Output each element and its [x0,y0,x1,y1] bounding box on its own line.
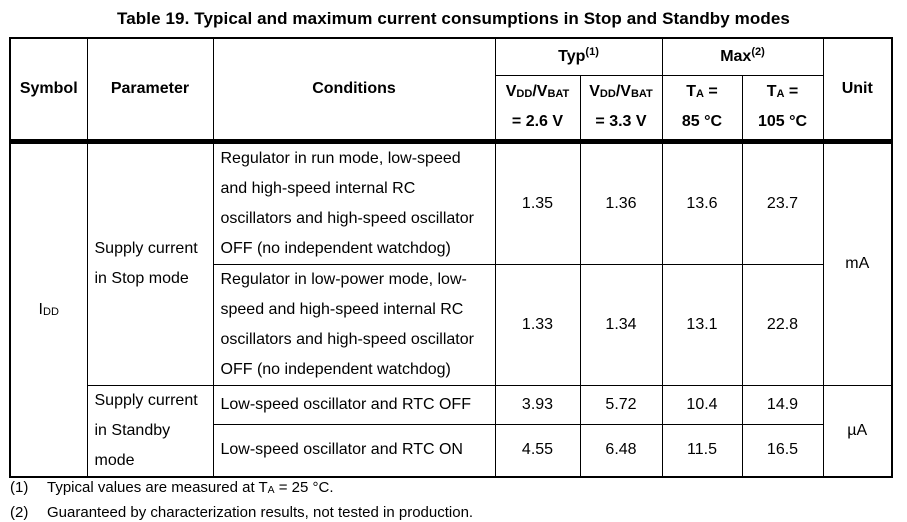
value-max-105c-stop-run: 23.7 [742,141,823,264]
value-max-85c-stop-run: 13.6 [662,141,742,264]
footnote-2-number: (2) [10,504,29,521]
footnote-1-text: Typical values are measured at $T_A = 25$ °C. [47,479,334,497]
parameter-standby-mode: Supply current in Standby mode [87,385,213,477]
col-header-ta-85c: $T_A$ = 85 °C [662,75,742,141]
footnote-2 [10,500,473,522]
table-row [10,385,892,425]
table-row [10,141,892,264]
condition-stop-low-power: Regulator in low-power mode, low- speed and high-speed internal RC oscillators and high-speed oscillator OFF (no independent watchdog) [213,264,495,385]
footnote-2-text: Guaranteed by characterization results, not tested in production. [47,504,474,521]
value-max-85c-standby-off: 10.4 [662,385,742,425]
col-group-typ: Typ$^{(1)}$ [495,38,662,75]
col-header-parameter: Parameter [87,38,213,141]
value-typ-3v3-stop-run: 1.36 [580,141,662,264]
col-header-vdd-3v3: $V_{DD}/V_{BAT}$ = 3.3 V [580,75,662,141]
unit-ua: µA [823,385,892,477]
value-max-85c-stop-lp: 13.1 [662,264,742,385]
current-consumption-table [9,37,893,478]
col-header-symbol: Symbol [10,38,87,141]
parameter-stop-mode: Supply current in Stop mode [87,141,213,385]
footnote-1-number: (1) [10,479,29,496]
footnote-1 [10,475,473,500]
value-typ-2v6-standby-off: 3.93 [495,385,580,425]
col-group-max: Max$^{(2)}$ [662,38,823,75]
value-typ-2v6-stop-lp: 1.33 [495,264,580,385]
value-max-105c-standby-on: 16.5 [742,425,823,477]
table-caption: Table 19. Typical and maximum current consumptions in Stop and Standby modes [117,9,790,28]
value-max-85c-standby-on: 11.5 [662,425,742,477]
symbol-idd: $I_{DD}$ [10,141,87,477]
condition-stop-run-mode: Regulator in run mode, low-speed and high-speed internal RC oscillators and high-speed oscillator OFF (no independent watchdog) [213,141,495,264]
col-header-unit: Unit [823,38,892,141]
value-typ-3v3-stop-lp: 1.34 [580,264,662,385]
value-max-105c-standby-off: 14.9 [742,385,823,425]
condition-standby-rtc-on: Low-speed oscillator and RTC ON [213,425,495,477]
unit-ma: mA [823,141,892,385]
header-row-groups [10,38,892,75]
value-typ-3v3-standby-on: 6.48 [580,425,662,477]
col-header-ta-105c: $T_A$ = 105 °C [742,75,823,141]
value-typ-3v3-standby-off: 5.72 [580,385,662,425]
condition-standby-rtc-off: Low-speed oscillator and RTC OFF [213,385,495,425]
value-typ-2v6-standby-on: 4.55 [495,425,580,477]
value-max-105c-stop-lp: 22.8 [742,264,823,385]
col-header-vdd-2v6: $V_{DD}/V_{BAT}$ = 2.6 V [495,75,580,141]
value-typ-2v6-stop-run: 1.35 [495,141,580,264]
col-header-conditions: Conditions [213,38,495,141]
footnotes [10,475,473,522]
